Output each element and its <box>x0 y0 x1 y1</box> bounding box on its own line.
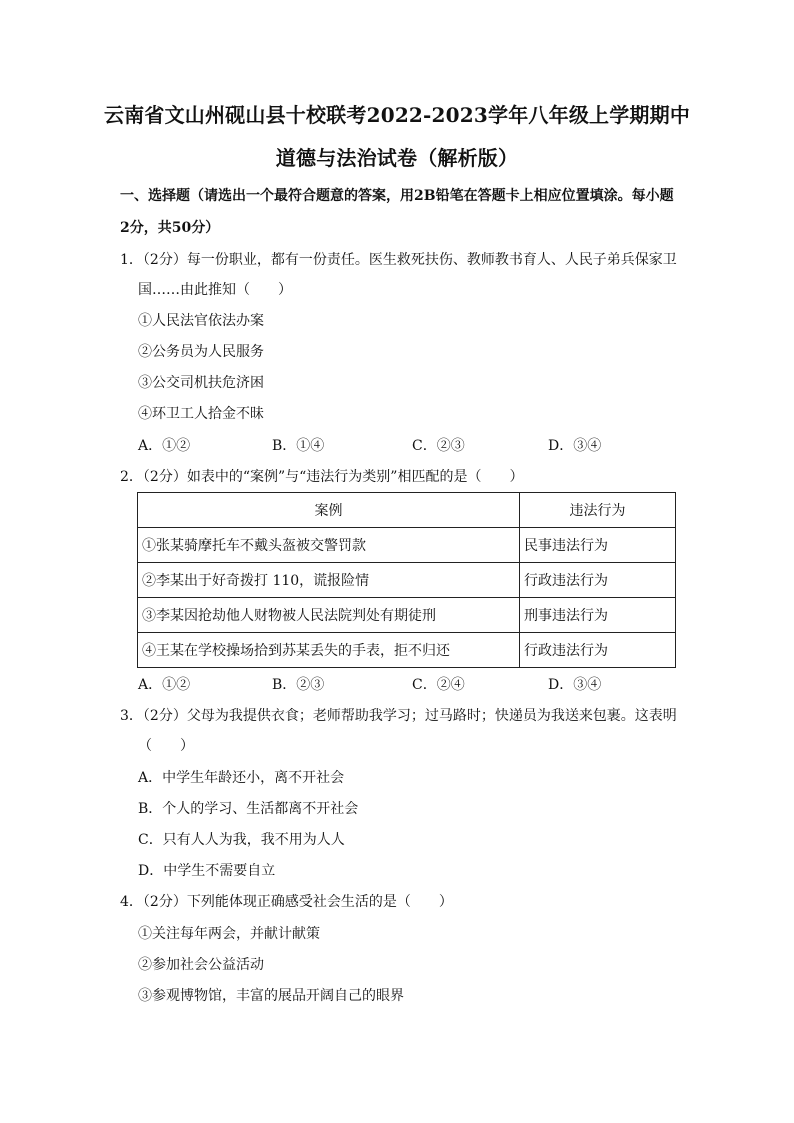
question-1-statement-3: ③公交司机扶危济困 <box>138 375 264 391</box>
question-4-statement-3: ③参观博物馆，丰富的展品开阔自己的眼界 <box>138 988 404 1004</box>
question-2-choice-d[interactable]: D．③④ <box>548 677 602 693</box>
question-1-choice-c[interactable]: C．②③ <box>412 438 465 454</box>
question-1-statement-2: ②公务员为人民服务 <box>138 344 264 360</box>
question-2-table <box>137 492 676 668</box>
exam-title-line-2: 道德与法治试卷（解析版） <box>275 146 519 170</box>
question-4-statement-1: ①关注每年两会，并献计献策 <box>138 926 320 942</box>
question-2-choice-a[interactable]: A．①② <box>138 677 191 693</box>
question-1-stem-cont: 国……由此推知（ ） <box>138 282 292 298</box>
table-cell-violation: 行政违法行为 <box>520 633 676 668</box>
table-cell-violation: 刑事违法行为 <box>520 598 676 633</box>
question-3-option-b[interactable]: B．个人的学习、生活都离不开社会 <box>138 801 359 817</box>
question-3-stem: 3．（2分）父母为我提供衣食；老师帮助我学习；过马路时；快递员为我送来包裹。这表明 <box>120 708 677 724</box>
question-1-stem: 1．（2分）每一份职业，都有一份责任。医生救死扶伤、教师教书育人、人民子弟兵保家卫 <box>120 252 677 268</box>
exam-title-line-1: 云南省文山州砚山县十校联考2022-2023学年八年级上学期期中 <box>103 103 691 127</box>
table-row <box>138 528 676 563</box>
question-2-stem: 2．（2分）如表中的“案例”与“违法行为类别”相匹配的是（ ） <box>120 469 524 485</box>
question-2-choice-c[interactable]: C．②④ <box>412 677 465 693</box>
question-1-choices <box>138 436 698 456</box>
table-cell-case: ②李某出于好奇拨打 110，谎报险情 <box>138 563 520 598</box>
table-cell-violation: 民事违法行为 <box>520 528 676 563</box>
question-2-choice-b[interactable]: B．②③ <box>272 677 325 693</box>
table-cell-violation: 行政违法行为 <box>520 563 676 598</box>
question-3-option-a[interactable]: A．中学生年龄还小，离不开社会 <box>138 770 345 786</box>
section-heading-line-1: 一、选择题（请选出一个最符合题意的答案，用2B铅笔在答题卡上相应位置填涂。每小题 <box>120 188 674 204</box>
table-header-violation: 违法行为 <box>520 493 676 528</box>
table-header-row <box>138 493 676 528</box>
table-row <box>138 563 676 598</box>
table-header-case: 案例 <box>138 493 520 528</box>
question-1-choice-b[interactable]: B．①④ <box>272 438 325 454</box>
table-cell-case: ③李某因抢劫他人财物被人民法院判处有期徒刑 <box>138 598 520 633</box>
table-row <box>138 598 676 633</box>
question-1-choice-a[interactable]: A．①② <box>138 438 191 454</box>
question-3-option-c[interactable]: C．只有人人为我，我不用为人人 <box>138 832 345 848</box>
question-1-statement-1: ①人民法官依法办案 <box>138 313 264 329</box>
question-3-option-d[interactable]: D．中学生不需要自立 <box>138 863 276 879</box>
question-4-stem: 4．（2分）下列能体现正确感受社会生活的是（ ） <box>120 894 453 910</box>
table-cell-case: ①张某骑摩托车不戴头盔被交警罚款 <box>138 528 520 563</box>
question-2-choices <box>138 675 698 695</box>
question-1-choice-d[interactable]: D．③④ <box>548 438 602 454</box>
question-4-statement-2: ②参加社会公益活动 <box>138 957 264 973</box>
question-1-statement-4: ④环卫工人拾金不昧 <box>138 406 264 422</box>
question-3-stem-cont: （ ） <box>138 738 194 754</box>
section-heading-line-2: 2分，共50分） <box>120 220 220 236</box>
table-cell-case: ④王某在学校操场拾到苏某丢失的手表，拒不归还 <box>138 633 520 668</box>
table-row <box>138 633 676 668</box>
